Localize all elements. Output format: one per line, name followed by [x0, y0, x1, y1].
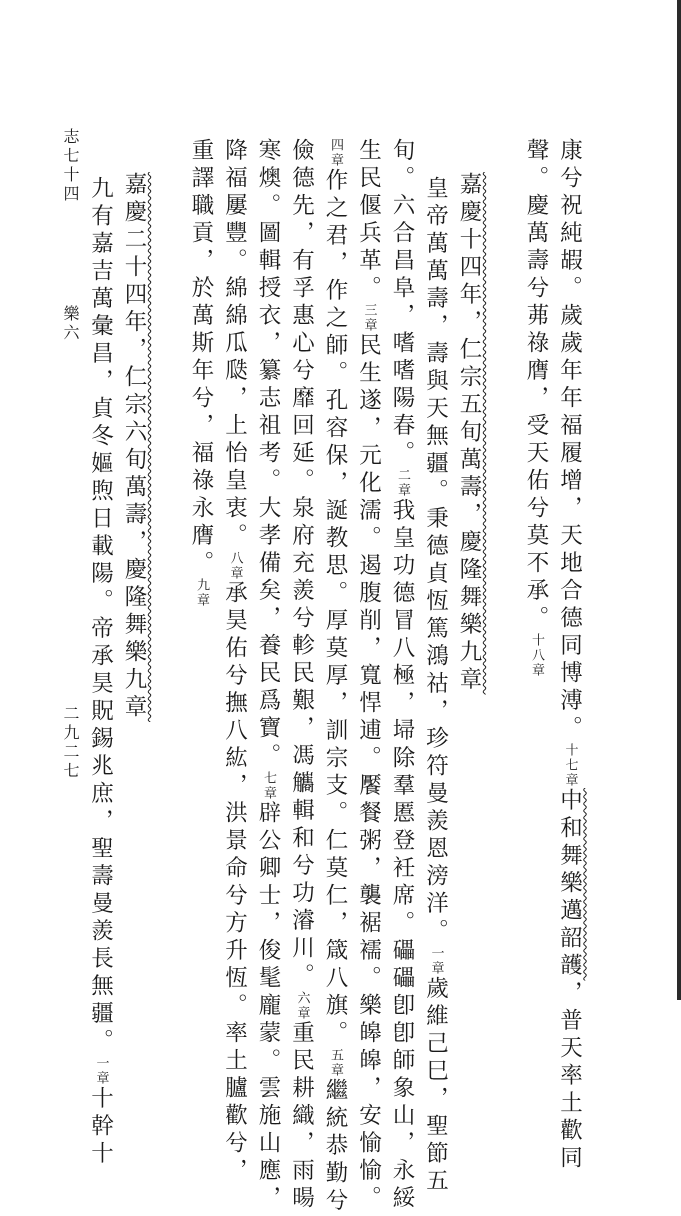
- verse-text: 繼統恭勤兮: [322, 1078, 348, 1216]
- verse-text: 我皇功德冒八極，埽除羣慝登衽席。礧礧卽卽師象山，永綏: [389, 498, 415, 1213]
- stanza-marker: 六章: [294, 990, 310, 1021]
- verse-text: 十幹十: [87, 1086, 114, 1169]
- verse-text: 聲。慶萬壽兮茀祿膺，受天佑兮莫不承。: [523, 138, 549, 633]
- verse-text: 九有嘉吉萬彙昌，貞冬嫗煦日載陽。帝承昊貺錫兆庶，聖壽曼羨長無疆。: [87, 176, 114, 1056]
- verse-text: 皇帝萬萬壽，壽與天無疆。秉德貞恆篤鴻祜，珍符曼羨恩滂洋。: [422, 176, 449, 946]
- stanza-marker: 五章: [328, 1048, 343, 1078]
- text-column: [525, 138, 548, 678]
- stanza-marker: 八章: [227, 550, 243, 581]
- verse-text: 生民偃兵革。: [355, 138, 382, 303]
- text-column: [290, 138, 313, 1213]
- stanza-marker: 七章: [261, 770, 276, 801]
- text-column: [190, 138, 213, 608]
- text-column: [391, 138, 414, 1213]
- text-column: [558, 138, 581, 1173]
- section-heading: [123, 172, 146, 722]
- verse-text: ，普天率土歡同: [556, 980, 583, 1173]
- verse-text: 重譯職貢，於萬斯年兮，福祿永膺。: [188, 138, 214, 578]
- footer-section-title: 樂六: [61, 305, 80, 343]
- title-text: 嘉慶二十四年，仁宗六旬萬壽，慶隆舞樂九章: [121, 172, 147, 722]
- stanza-marker: 一章: [428, 946, 444, 976]
- section-heading: [458, 172, 481, 695]
- verse-text: 康兮祝純嘏。歲歲年年福履增，天地合德同博溥。: [556, 138, 583, 743]
- stanza-marker: 四章: [328, 138, 343, 168]
- text-column: [424, 176, 447, 1196]
- stanza-marker: 一章: [93, 1056, 109, 1086]
- verse-text: 降福屢豐。綿綿瓜瓞，上怡皇衷。: [221, 138, 248, 551]
- verse-text: 辟公卿士，俊髦龐蒙。雲施山應，: [255, 800, 281, 1213]
- text-column: [257, 138, 280, 1213]
- stanza-marker: 十八章: [529, 633, 544, 678]
- footer-volume-title: 志七十四: [61, 128, 80, 204]
- verse-text: 寒燠。圖輯授衣，纂志祖考。大孝備矣，養民爲寶。: [255, 138, 281, 771]
- page-edge-rule: [677, 0, 681, 1000]
- page-number: 二九二七: [61, 705, 80, 781]
- title-text: 嘉慶十四年，仁宗五旬萬壽，慶隆舞樂九章: [456, 172, 482, 695]
- verse-text: 歲維己巳，聖節五: [422, 976, 449, 1196]
- verse-text: 重民耕織，雨暘: [288, 1020, 315, 1213]
- verse-text: 承昊佑兮撫八紘，洪景命兮方升恆。率土臚歡兮，: [221, 580, 248, 1186]
- text-column: [223, 138, 246, 1186]
- stanza-marker: 二章: [395, 468, 410, 498]
- stanza-marker: 九章: [194, 578, 209, 608]
- text-column: [89, 176, 112, 1169]
- verse-text: 作之君，作之師。孔容保，誕教思。厚莫厚，訓宗支。仁莫仁，箴八旗。: [322, 168, 348, 1048]
- verse-text: 儉德先，有孚惠心兮靡回延。泉府充羨兮軫民艱，馮觿輯和兮功濬川。: [288, 138, 315, 991]
- text-column: [357, 138, 380, 1213]
- text-column: [324, 138, 347, 1216]
- stanza-marker: 三章: [361, 303, 377, 333]
- stanza-marker: 十七章: [562, 743, 578, 788]
- title-text: 中和舞樂邁韶頀: [556, 788, 583, 981]
- verse-text: 民生遂，元化濡。遏腹削，寬悍逋。饜餐粥，襲裾襦。樂皞皞，安愉愉。: [355, 333, 382, 1213]
- verse-text: 旬。六合昌阜，嗜嗜陽春。: [389, 138, 415, 468]
